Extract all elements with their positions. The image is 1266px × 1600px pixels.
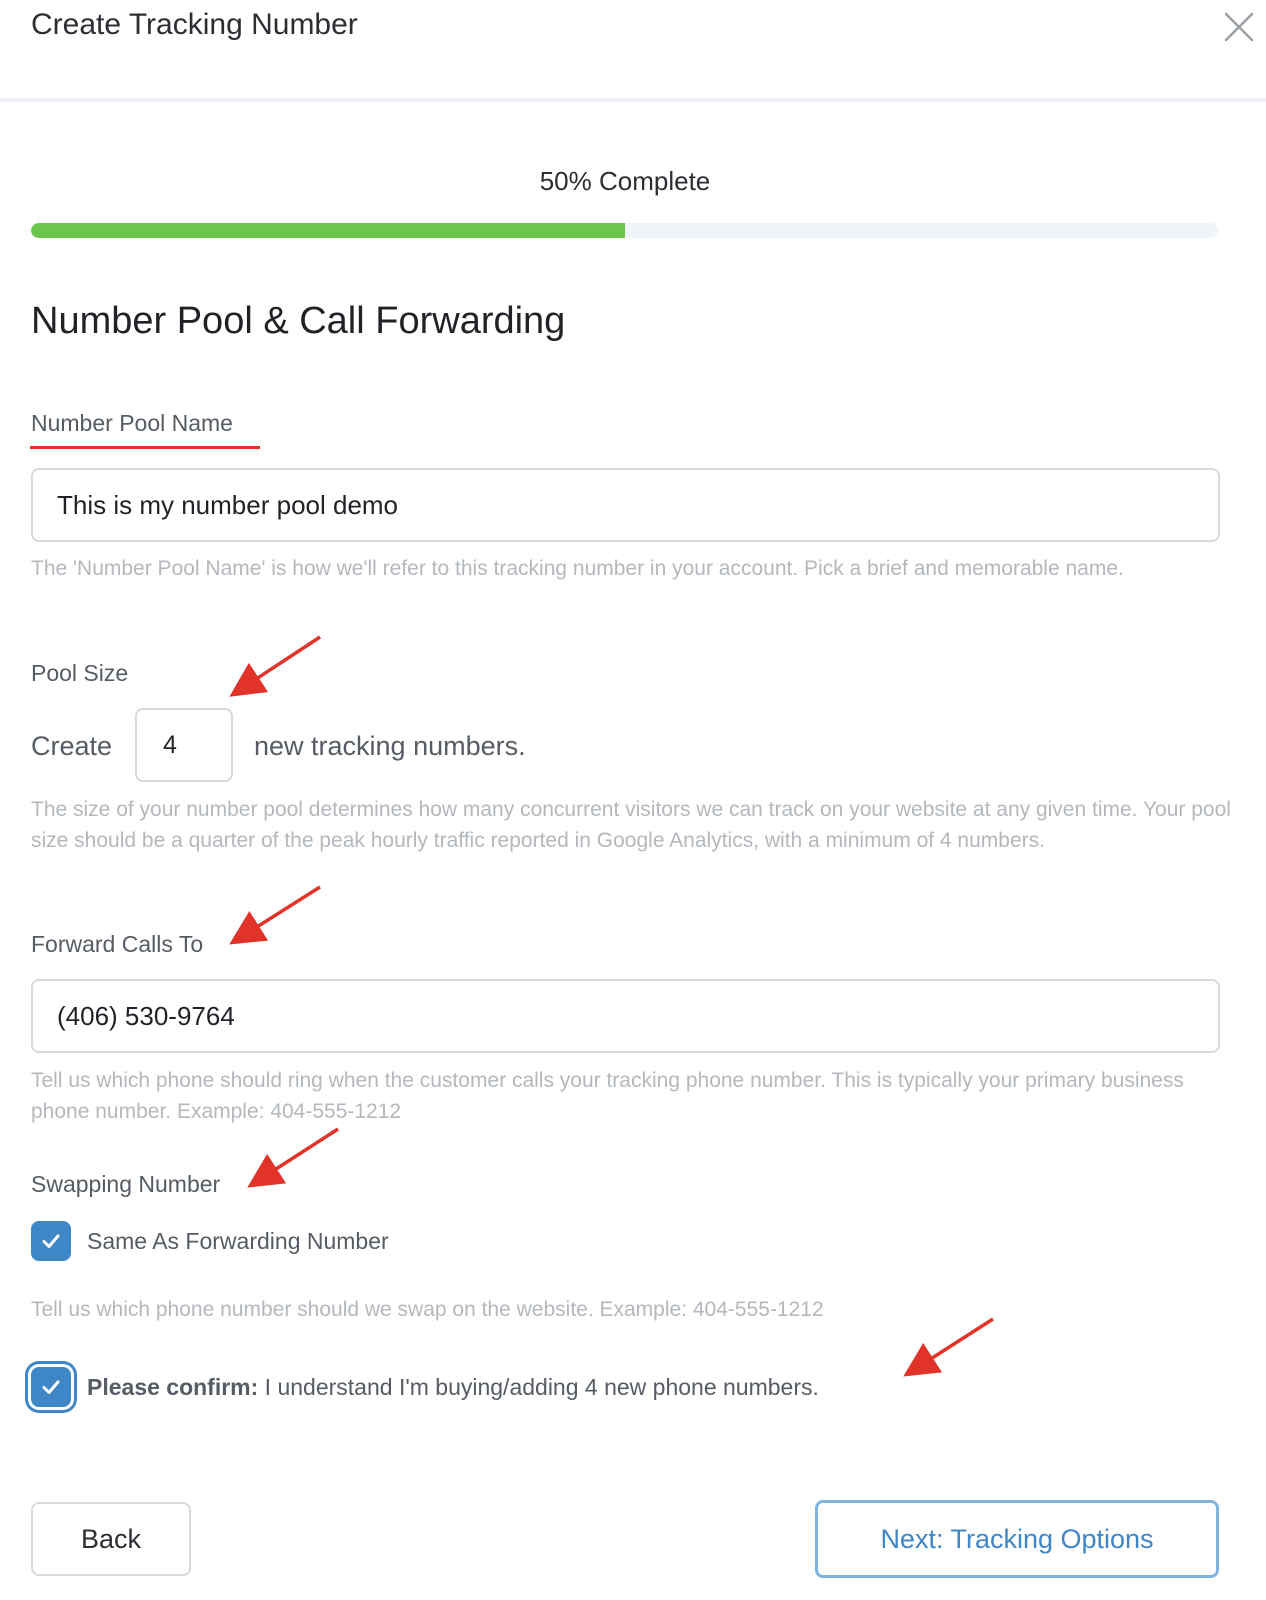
- progress-label: 50% Complete: [539, 166, 711, 196]
- forward-calls-label: Forward Calls To: [31, 931, 204, 957]
- pool-size-input[interactable]: 4: [135, 708, 233, 782]
- back-button[interactable]: Back: [31, 1502, 191, 1576]
- confirm-checkbox[interactable]: [31, 1367, 71, 1407]
- swapping-number-help: Tell us which phone number should we swap on the website. Example: 404-555-1212: [31, 1298, 824, 1321]
- checkmark-icon: [39, 1375, 63, 1399]
- pool-size-prefix: Create: [31, 731, 113, 761]
- forward-calls-help: Tell us which phone should ring when the customer calls your tracking phone number. This is typically your primary business phone number. Example: 404-555-1212: [31, 1069, 1184, 1123]
- forward-calls-input[interactable]: (406) 530-9764: [31, 979, 1220, 1053]
- arrow-icon: [241, 887, 320, 937]
- pool-size-suffix: new tracking numbers.: [254, 731, 526, 761]
- next-tracking-options-button[interactable]: Next: Tracking Options: [815, 1500, 1219, 1578]
- arrow-icon: [259, 1129, 338, 1180]
- arrow-icon: [915, 1319, 993, 1369]
- swapping-number-label: Swapping Number: [31, 1171, 221, 1197]
- pool-size-help: The size of your number pool determines how many concurrent visitors we can track on your website at any given time. Your pool size should be a quarter of the peak hourly traffic reported in Google Analytics, with a minimum of 4 numbers.: [31, 798, 1231, 852]
- pool-name-label: Number Pool Name: [31, 410, 233, 436]
- confirm-label-text: I understand I'm buying/adding 4 new phone numbers.: [258, 1374, 819, 1400]
- close-button[interactable]: [1222, 10, 1256, 44]
- pool-name-help: The 'Number Pool Name' is how we'll refer to this tracking number in your account. Pick a brief and memorable name.: [31, 557, 1124, 580]
- arrow-icon: [241, 637, 320, 689]
- pool-size-label: Pool Size: [31, 660, 129, 686]
- same-as-forwarding-checkbox[interactable]: [31, 1221, 71, 1261]
- checkmark-icon: [39, 1229, 63, 1253]
- close-icon: [1222, 10, 1256, 44]
- pool-name-input[interactable]: This is my number pool demo: [31, 468, 1220, 542]
- confirm-label-strong: Please confirm:: [87, 1374, 259, 1400]
- progress-bar-fill: [31, 223, 625, 238]
- confirm-label[interactable]: [87, 1374, 819, 1401]
- progress-bar: [31, 223, 1218, 238]
- same-as-forwarding-label[interactable]: Same As Forwarding Number: [87, 1228, 389, 1254]
- dialog-title: Create Tracking Number: [31, 8, 358, 41]
- header-divider: [0, 98, 1266, 102]
- section-title: Number Pool & Call Forwarding: [31, 300, 566, 342]
- label-underline-annotation: [30, 446, 260, 449]
